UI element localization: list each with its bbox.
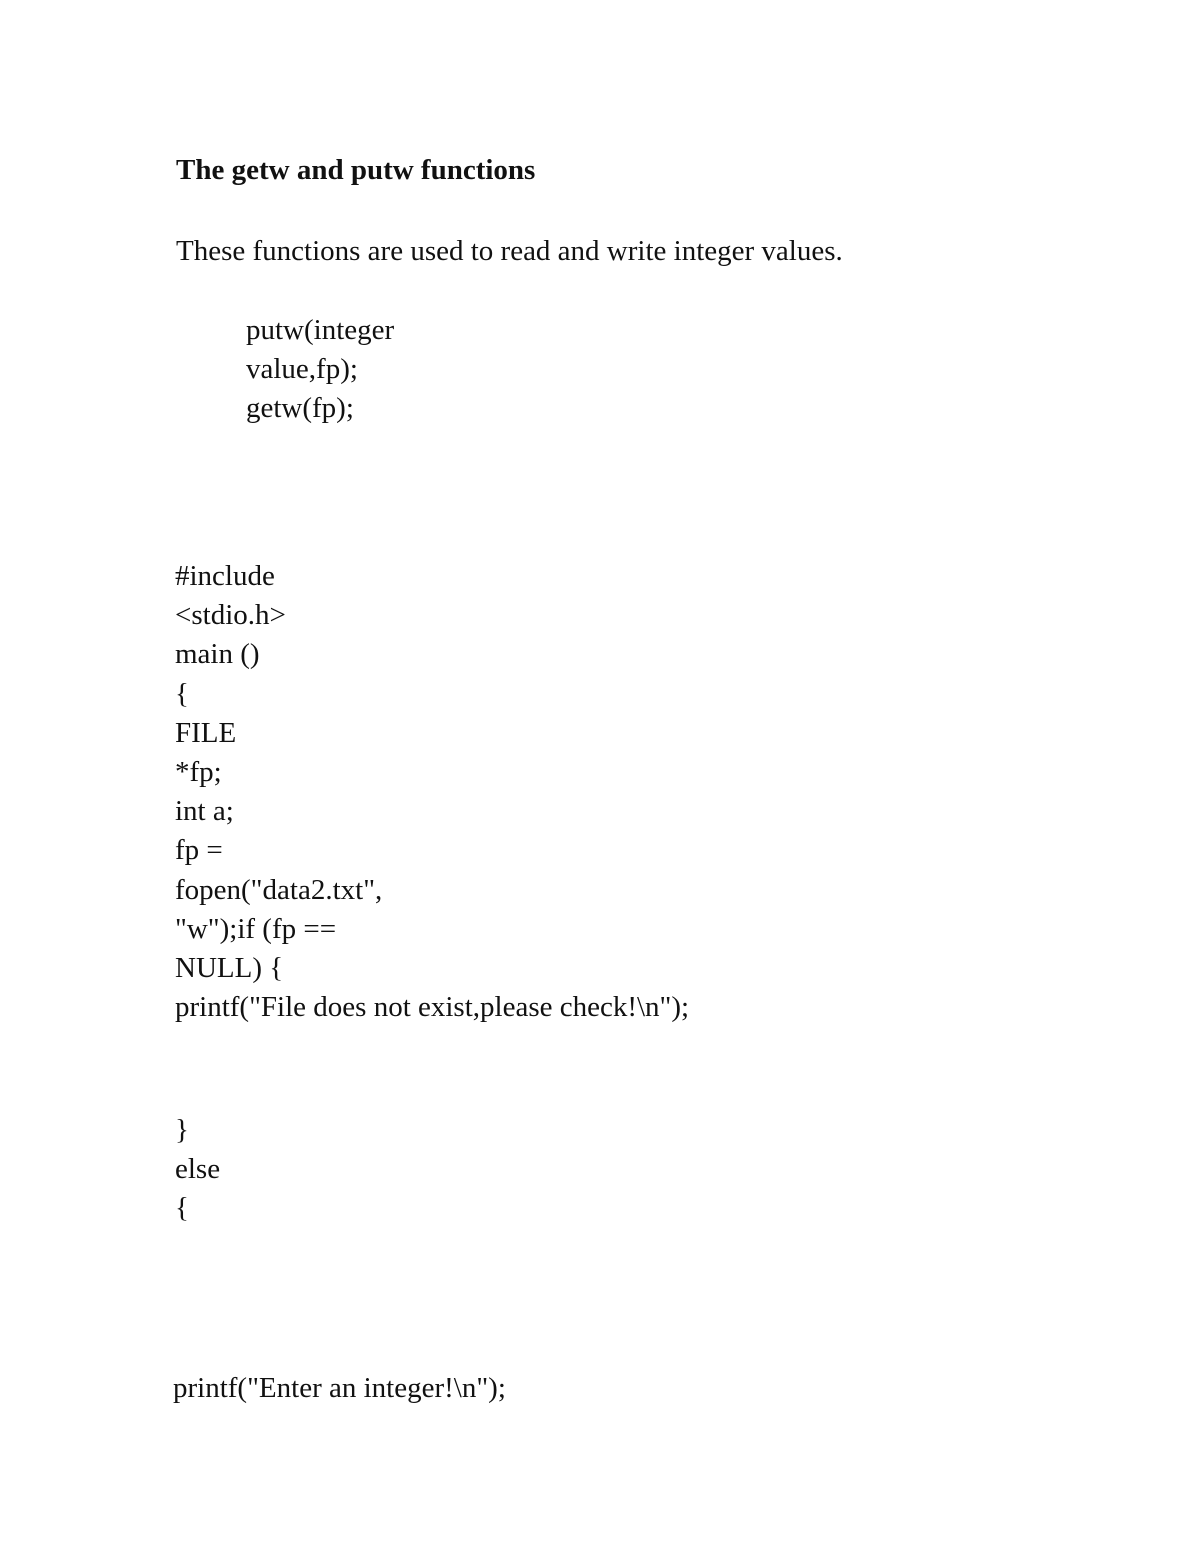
code-line: else bbox=[175, 1153, 221, 1186]
code-line: fopen("data2.txt", bbox=[175, 873, 383, 906]
code-line: *fp; bbox=[175, 755, 222, 788]
code-line: "w");if (fp == bbox=[175, 912, 337, 945]
code-line: fp = bbox=[175, 834, 223, 867]
code-block-printf bbox=[173, 1369, 506, 1408]
code-line: { bbox=[175, 1192, 189, 1225]
code-line: <stdio.h> bbox=[175, 599, 286, 632]
code-line: printf("Enter an integer!\n"); bbox=[173, 1372, 506, 1404]
syntax-line: value,fp); bbox=[246, 353, 358, 386]
syntax-line: putw(integer bbox=[246, 314, 395, 346]
code-line: { bbox=[175, 677, 189, 710]
code-line: main () bbox=[175, 638, 260, 671]
code-block-else bbox=[175, 1111, 220, 1229]
code-block bbox=[175, 557, 689, 1027]
syntax-block bbox=[246, 311, 394, 429]
section-heading: The getw and putw functions bbox=[176, 154, 536, 186]
syntax-line: getw(fp); bbox=[246, 392, 354, 425]
code-line: } bbox=[175, 1114, 189, 1146]
code-line: FILE bbox=[175, 716, 237, 749]
code-line: printf("File does not exist,please check!\n"); bbox=[175, 991, 690, 1024]
code-line: int a; bbox=[175, 795, 234, 828]
code-line: NULL) { bbox=[175, 951, 284, 984]
intro-paragraph: These functions are used to read and write integer values. bbox=[176, 235, 843, 267]
code-line: #include bbox=[175, 560, 275, 592]
